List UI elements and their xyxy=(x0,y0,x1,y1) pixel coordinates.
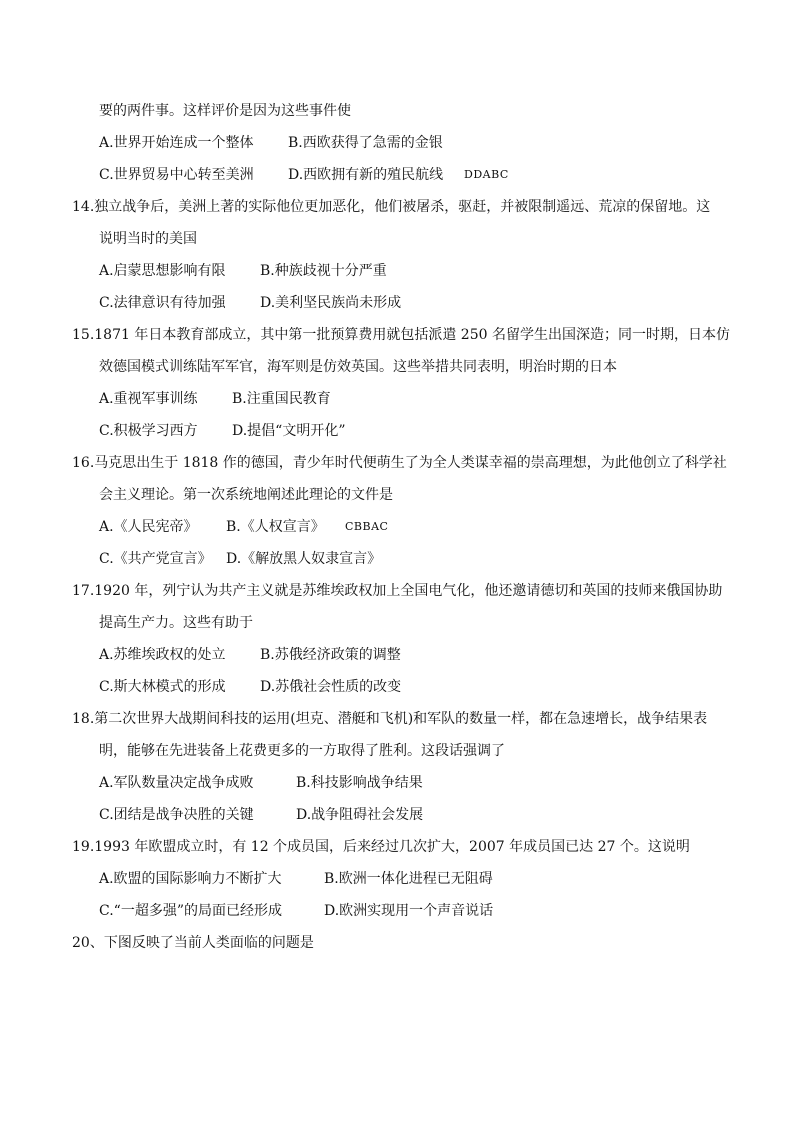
question-19-line-1: 19.1993 年欧盟成立时，有 12 个成员国，后来经过几次扩大，2007 年成员国已达 27 个。这说明 xyxy=(72,839,690,855)
q19-option-d: D.欧洲实现用一个声音说话 xyxy=(324,903,494,919)
q16-option-c: C.《共产党宣言》 xyxy=(99,551,212,567)
question-18-line-2: 明，能够在先进装备上花费更多的一方取得了胜利。这段话强调了 xyxy=(99,743,505,759)
q15-option-b: B.注重国民教育 xyxy=(232,391,331,407)
q19-option-c: C.“一超多强”的局面已经形成 xyxy=(99,903,282,919)
q15-option-c: C.积极学习西方 xyxy=(99,423,198,439)
q14-option-a: A.启蒙思想影响有限 xyxy=(99,263,226,279)
q15-option-d: D.提倡“文明开化” xyxy=(232,423,346,439)
q14-option-b: B.种族歧视十分严重 xyxy=(260,263,387,279)
question-17-line-2: 提高生产力。这些有助于 xyxy=(99,615,253,631)
q14-option-d: D.美利坚民族尚未形成 xyxy=(260,295,402,311)
question-13-continuation: 要的两件事。这样评价是因为这些事件使 xyxy=(99,103,351,119)
q13-option-c: C.世界贸易中心转至美洲 xyxy=(99,167,254,183)
question-14-line-2: 说明当时的美国 xyxy=(99,231,197,247)
q19-option-a: A.欧盟的国际影响力不断扩大 xyxy=(99,871,282,887)
q17-option-d: D.苏俄社会性质的改变 xyxy=(260,679,402,695)
q18-option-b: B.科技影响战争结果 xyxy=(296,775,423,791)
q18-option-a: A.军队数量决定战争成败 xyxy=(99,775,254,791)
q17-option-c: C.斯大林模式的形成 xyxy=(99,679,226,695)
q15-option-a: A.重视军事训练 xyxy=(99,391,198,407)
question-16-line-2: 会主义理论。第一次系统地阐述此理论的文件是 xyxy=(99,487,393,503)
q16-option-a: A.《人民宪帝》 xyxy=(99,519,198,535)
q18-option-c: C.团结是战争决胜的关键 xyxy=(99,807,254,823)
q19-option-b: B.欧洲一体化进程已无阻碍 xyxy=(324,871,493,887)
q18-option-d: D.战争阻碍社会发展 xyxy=(296,807,424,823)
q17-option-b: B.苏俄经济政策的调整 xyxy=(260,647,401,663)
q16-option-b: B.《人权宣言》 xyxy=(226,519,325,535)
q13-option-a: A.世界开始连成一个整体 xyxy=(99,135,254,151)
question-17-line-1: 17.1920 年，列宁认为共产主义就是苏维埃政权加上全国电气化，他还邀请德切和英国的技师来俄国协助 xyxy=(72,583,723,599)
q13-option-d: D.西欧拥有新的殖民航线 xyxy=(288,167,444,183)
question-16-line-1: 16.马克思出生于 1818 作的德国，青少年时代便萌生了为全人类谋幸福的崇高理想，为此他创立了科学社 xyxy=(72,455,727,471)
q16-option-d: D.《解放黑人奴隶宣言》 xyxy=(226,551,382,567)
question-18-line-1: 18.第二次世界大战期间科技的运用(坦克、潜艇和飞机)和军队的数量一样，都在急速增长，战争结果表 xyxy=(72,711,708,727)
q17-option-a: A.苏维埃政权的处立 xyxy=(99,647,226,663)
q13-option-b: B.西欧获得了急需的金银 xyxy=(288,135,443,151)
question-20-line-1: 20、下图反映了当前人类面临的问题是 xyxy=(72,935,314,951)
question-15-line-1: 15.1871 年日本教育部成立，其中第一批预算费用就包括派遣 250 名留学生出国深造；同一时期，日本仿 xyxy=(72,327,730,343)
q14-option-c: C.法律意识有待加强 xyxy=(99,295,226,311)
question-14-line-1: 14.独立战争后，美洲上著的实际他位更加恶化，他们被屠杀，驱赶，并被限制遥远、荒凉的保留地。这 xyxy=(72,199,711,215)
answer-note: DDABC xyxy=(464,168,509,181)
question-15-line-2: 效德国模式训练陆军军官，海军则是仿效英国。这些举措共同表明，明治时期的日本 xyxy=(99,359,617,375)
answer-note: CBBAC xyxy=(345,520,389,533)
